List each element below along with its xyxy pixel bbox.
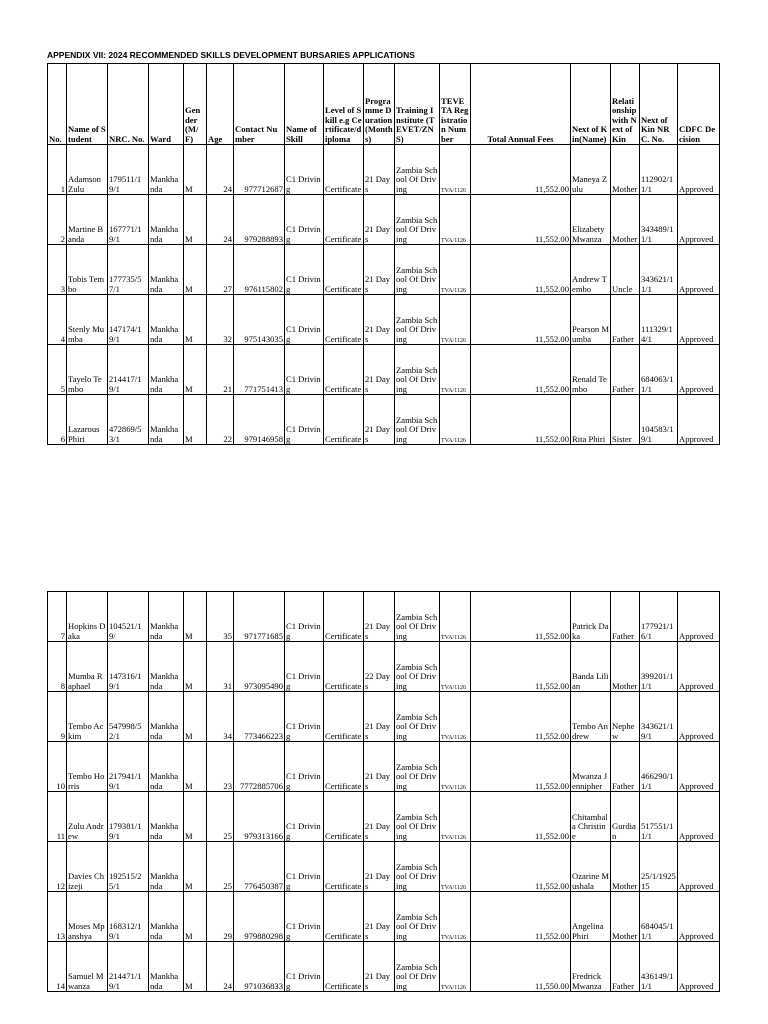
- header-ward: Ward: [149, 64, 184, 145]
- cell-contact: 973095490: [234, 642, 285, 692]
- cell-teveta-reg: TVA/1126: [440, 742, 471, 792]
- cell-contact: 979288893: [234, 195, 285, 245]
- cell-teveta-reg: TVA/1126: [440, 792, 471, 842]
- cell-duration: 21 Days: [364, 395, 395, 445]
- cell-decision: Approved: [678, 592, 720, 642]
- cell-institute: Zambia School Of Driving: [395, 742, 440, 792]
- cell-contact: 979880298: [234, 892, 285, 942]
- cell-decision: Approved: [678, 792, 720, 842]
- table-row: [48, 145, 720, 195]
- cell-skill: C1 Driving: [285, 592, 324, 642]
- cell-age: 29: [207, 892, 234, 942]
- table-row: [48, 742, 720, 792]
- cell-kin-relationship: Father: [611, 295, 640, 345]
- cell-ward: Mankhanda: [149, 295, 184, 345]
- cell-level: Certificate: [324, 195, 364, 245]
- cell-duration: 21 Days: [364, 942, 395, 992]
- cell-level: Certificate: [324, 145, 364, 195]
- cell-skill: C1 Driving: [285, 792, 324, 842]
- cell-level: Certificate: [324, 692, 364, 742]
- cell-decision: Approved: [678, 692, 720, 742]
- cell-decision: Approved: [678, 942, 720, 992]
- cell-teveta-reg: TVA/1126: [440, 395, 471, 445]
- cell-duration: 21 Days: [364, 592, 395, 642]
- cell-decision: Approved: [678, 642, 720, 692]
- cell-level: Certificate: [324, 395, 364, 445]
- cell-kin-name: Banda Lilian: [571, 642, 611, 692]
- cell-contact: 971036833: [234, 942, 285, 992]
- cell-age: 24: [207, 145, 234, 195]
- cell-contact: 771751413: [234, 345, 285, 395]
- header-kin-relationship: Relationship with Next of Kin: [611, 64, 640, 145]
- cell-decision: Approved: [678, 245, 720, 295]
- cell-skill: C1 Driving: [285, 742, 324, 792]
- cell-duration: 21 Days: [364, 892, 395, 942]
- cell-nrc: 472869/53/1: [108, 395, 149, 445]
- cell-ward: Mankhanda: [149, 942, 184, 992]
- cell-kin-relationship: Father: [611, 742, 640, 792]
- table-row: [48, 892, 720, 942]
- cell-fees: 11,552.00: [471, 245, 571, 295]
- cell-kin-relationship: Mother: [611, 892, 640, 942]
- cell-student-name: Mumba Raphael: [67, 642, 108, 692]
- header-kin-nrc: Next of Kin NRC. No.: [640, 64, 678, 145]
- cell-duration: 21 Days: [364, 195, 395, 245]
- header-gender: Gender (M/F): [184, 64, 207, 145]
- cell-kin-relationship: Father: [611, 345, 640, 395]
- cell-decision: Approved: [678, 295, 720, 345]
- table-row: [48, 245, 720, 295]
- cell-fees: 11,552.00: [471, 592, 571, 642]
- cell-kin-relationship: Sister: [611, 395, 640, 445]
- cell-duration: 21 Days: [364, 145, 395, 195]
- header-fees: Total Annual Fees: [471, 64, 571, 145]
- cell-fees: 11,552.00: [471, 295, 571, 345]
- table-row: [48, 642, 720, 692]
- cell-gender: M: [184, 842, 207, 892]
- header-decision: CDFC Decision: [678, 64, 720, 145]
- cell-kin-nrc: 517551/11/1: [640, 792, 678, 842]
- cell-institute: Zambia School Of Driving: [395, 692, 440, 742]
- cell-student-name: Moses Mpanshya: [67, 892, 108, 942]
- header-age: Age: [207, 64, 234, 145]
- cell-teveta-reg: TVA/1126: [440, 295, 471, 345]
- cell-level: Certificate: [324, 742, 364, 792]
- cell-nrc: 547998/52/1: [108, 692, 149, 742]
- cell-contact: 776450387: [234, 842, 285, 892]
- cell-teveta-reg: TVA/1126: [440, 195, 471, 245]
- cell-student-name: Stenly Mumba: [67, 295, 108, 345]
- cell-level: Certificate: [324, 245, 364, 295]
- cell-institute: Zambia School Of Driving: [395, 145, 440, 195]
- cell-ward: Mankhanda: [149, 742, 184, 792]
- cell-age: 35: [207, 592, 234, 642]
- cell-kin-nrc: 112902/11/1: [640, 145, 678, 195]
- cell-decision: Approved: [678, 395, 720, 445]
- cell-nrc: 179381/19/1: [108, 792, 149, 842]
- table-row: [48, 295, 720, 345]
- cell-duration: 21 Days: [364, 245, 395, 295]
- header-kin-name: Next of Kin(Name): [571, 64, 611, 145]
- cell-gender: M: [184, 692, 207, 742]
- header-level: Level of Skill e.g Certificate/diploma: [324, 64, 364, 145]
- cell-teveta-reg: TVA/1126: [440, 942, 471, 992]
- cell-kin-nrc: 466290/11/1: [640, 742, 678, 792]
- cell-kin-name: Elizabety Mwanza: [571, 195, 611, 245]
- cell-fees: 11,552.00: [471, 395, 571, 445]
- cell-duration: 21 Days: [364, 842, 395, 892]
- cell-kin-relationship: Uncle: [611, 245, 640, 295]
- cell-level: Certificate: [324, 842, 364, 892]
- cell-gender: M: [184, 345, 207, 395]
- cell-kin-relationship: Gurdian: [611, 792, 640, 842]
- cell-no: 3: [48, 245, 67, 295]
- cell-duration: 21 Days: [364, 295, 395, 345]
- cell-decision: Approved: [678, 145, 720, 195]
- cell-contact: 977712687: [234, 145, 285, 195]
- cell-gender: M: [184, 145, 207, 195]
- cell-age: 22: [207, 395, 234, 445]
- cell-ward: Mankhanda: [149, 345, 184, 395]
- cell-student-name: Tembo Ackim: [67, 692, 108, 742]
- cell-kin-relationship: Mother: [611, 195, 640, 245]
- cell-gender: M: [184, 792, 207, 842]
- cell-kin-name: Andrew Tembo: [571, 245, 611, 295]
- cell-teveta-reg: TVA/1126: [440, 892, 471, 942]
- header-teveta-reg: TEVETA Registration Number: [440, 64, 471, 145]
- cell-duration: 21 Days: [364, 792, 395, 842]
- cell-level: Certificate: [324, 345, 364, 395]
- cell-ward: Mankhanda: [149, 642, 184, 692]
- bursary-table-page-1: [47, 63, 720, 445]
- cell-no: 11: [48, 792, 67, 842]
- cell-teveta-reg: TVA/1126: [440, 692, 471, 742]
- cell-decision: Approved: [678, 345, 720, 395]
- cell-age: 34: [207, 692, 234, 742]
- cell-age: 24: [207, 942, 234, 992]
- cell-student-name: Zulu Andrew: [67, 792, 108, 842]
- cell-teveta-reg: TVA/1126: [440, 842, 471, 892]
- cell-student-name: Adamson Zulu: [67, 145, 108, 195]
- cell-kin-name: Pearson Mumba: [571, 295, 611, 345]
- cell-gender: M: [184, 642, 207, 692]
- cell-teveta-reg: TVA/1126: [440, 145, 471, 195]
- cell-decision: Approved: [678, 742, 720, 792]
- cell-contact: 773466223: [234, 692, 285, 742]
- cell-ward: Mankhanda: [149, 395, 184, 445]
- cell-nrc: 147174/19/1: [108, 295, 149, 345]
- table-row: [48, 842, 720, 892]
- cell-kin-nrc: 343621/11/1: [640, 245, 678, 295]
- cell-kin-relationship: Mother: [611, 145, 640, 195]
- cell-decision: Approved: [678, 842, 720, 892]
- cell-student-name: Martine Banda: [67, 195, 108, 245]
- cell-institute: Zambia School Of Driving: [395, 592, 440, 642]
- cell-skill: C1 Driving: [285, 295, 324, 345]
- cell-gender: M: [184, 295, 207, 345]
- cell-age: 25: [207, 792, 234, 842]
- cell-skill: C1 Driving: [285, 345, 324, 395]
- cell-decision: Approved: [678, 195, 720, 245]
- cell-contact: 976115802: [234, 245, 285, 295]
- cell-institute: Zambia School Of Driving: [395, 245, 440, 295]
- header-institute: Training Institute (TEVET/ZNS): [395, 64, 440, 145]
- cell-no: 7: [48, 592, 67, 642]
- cell-level: Certificate: [324, 942, 364, 992]
- cell-kin-nrc: 684063/11/1: [640, 345, 678, 395]
- cell-kin-relationship: Mother: [611, 842, 640, 892]
- cell-nrc: 104521/19/: [108, 592, 149, 642]
- cell-institute: Zambia School Of Driving: [395, 345, 440, 395]
- cell-institute: Zambia School Of Driving: [395, 642, 440, 692]
- cell-ward: Mankhanda: [149, 792, 184, 842]
- cell-ward: Mankhanda: [149, 842, 184, 892]
- table-row: [48, 592, 720, 642]
- cell-skill: C1 Driving: [285, 842, 324, 892]
- cell-ward: Mankhanda: [149, 195, 184, 245]
- cell-level: Certificate: [324, 892, 364, 942]
- cell-kin-nrc: 25/1/192515: [640, 842, 678, 892]
- cell-level: Certificate: [324, 592, 364, 642]
- cell-student-name: Tayelo Tembo: [67, 345, 108, 395]
- cell-gender: M: [184, 395, 207, 445]
- cell-no: 4: [48, 295, 67, 345]
- cell-duration: 21 Days: [364, 742, 395, 792]
- cell-contact: 979313166: [234, 792, 285, 842]
- header-row: [48, 64, 720, 145]
- header-student-name: Name of Student: [67, 64, 108, 145]
- cell-kin-nrc: 684045/11/1: [640, 892, 678, 942]
- cell-fees: 11,552.00: [471, 792, 571, 842]
- cell-no: 1: [48, 145, 67, 195]
- cell-no: 2: [48, 195, 67, 245]
- cell-fees: 11,552.00: [471, 195, 571, 245]
- cell-kin-relationship: Nephew: [611, 692, 640, 742]
- cell-skill: C1 Driving: [285, 942, 324, 992]
- cell-institute: Zambia School Of Driving: [395, 792, 440, 842]
- cell-ward: Mankhanda: [149, 245, 184, 295]
- cell-no: 9: [48, 692, 67, 742]
- cell-kin-nrc: 104583/19/1: [640, 395, 678, 445]
- cell-no: 13: [48, 892, 67, 942]
- cell-student-name: Samuel Mwanza: [67, 942, 108, 992]
- cell-nrc: 168312/19/1: [108, 892, 149, 942]
- cell-institute: Zambia School Of Driving: [395, 842, 440, 892]
- cell-institute: Zambia School Of Driving: [395, 395, 440, 445]
- cell-fees: 11,552.00: [471, 842, 571, 892]
- cell-kin-name: Rita Phiri: [571, 395, 611, 445]
- cell-kin-nrc: 343621/19/1: [640, 692, 678, 742]
- cell-institute: Zambia School Of Driving: [395, 942, 440, 992]
- cell-nrc: 147316/19/1: [108, 642, 149, 692]
- cell-age: 21: [207, 345, 234, 395]
- cell-age: 32: [207, 295, 234, 345]
- cell-age: 23: [207, 742, 234, 792]
- cell-fees: 11,552.00: [471, 692, 571, 742]
- cell-fees: 11,550.00: [471, 942, 571, 992]
- cell-kin-name: Angelina Phiri: [571, 892, 611, 942]
- cell-kin-name: Patrick Daka: [571, 592, 611, 642]
- cell-skill: C1 Driving: [285, 245, 324, 295]
- cell-no: 5: [48, 345, 67, 395]
- cell-no: 10: [48, 742, 67, 792]
- cell-ward: Mankhanda: [149, 592, 184, 642]
- bursary-table-page-2: [47, 591, 720, 992]
- cell-nrc: 217941/19/1: [108, 742, 149, 792]
- cell-gender: M: [184, 892, 207, 942]
- cell-duration: 21 Days: [364, 345, 395, 395]
- cell-no: 14: [48, 942, 67, 992]
- cell-kin-nrc: 111329/14/1: [640, 295, 678, 345]
- cell-student-name: Tobis Tembo: [67, 245, 108, 295]
- cell-nrc: 177735/57/1: [108, 245, 149, 295]
- cell-contact: 975143035: [234, 295, 285, 345]
- cell-age: 27: [207, 245, 234, 295]
- cell-contact: 971771685: [234, 592, 285, 642]
- cell-kin-nrc: 399201/11/1: [640, 642, 678, 692]
- cell-ward: Mankhanda: [149, 892, 184, 942]
- cell-teveta-reg: TVA/1126: [440, 345, 471, 395]
- cell-contact: 979146958: [234, 395, 285, 445]
- cell-age: 31: [207, 642, 234, 692]
- table-row: [48, 942, 720, 992]
- cell-kin-name: Renald Tembo: [571, 345, 611, 395]
- table-row: [48, 345, 720, 395]
- header-nrc: NRC. No.: [108, 64, 149, 145]
- cell-skill: C1 Driving: [285, 642, 324, 692]
- cell-kin-nrc: 177921/16/1: [640, 592, 678, 642]
- header-skill: Name of Skill: [285, 64, 324, 145]
- cell-age: 24: [207, 195, 234, 245]
- cell-ward: Mankhanda: [149, 145, 184, 195]
- cell-skill: C1 Driving: [285, 145, 324, 195]
- cell-kin-name: Fredrick Mwanza: [571, 942, 611, 992]
- cell-duration: 22 Days: [364, 642, 395, 692]
- cell-skill: C1 Driving: [285, 892, 324, 942]
- cell-gender: M: [184, 245, 207, 295]
- cell-ward: Mankhanda: [149, 692, 184, 742]
- cell-nrc: 214471/19/1: [108, 942, 149, 992]
- cell-nrc: 192515/25/1: [108, 842, 149, 892]
- cell-age: 25: [207, 842, 234, 892]
- cell-level: Certificate: [324, 295, 364, 345]
- cell-no: 12: [48, 842, 67, 892]
- cell-student-name: Lazarous Phiri: [67, 395, 108, 445]
- cell-kin-nrc: 343489/11/1: [640, 195, 678, 245]
- cell-kin-nrc: 436149/11/1: [640, 942, 678, 992]
- cell-skill: C1 Driving: [285, 692, 324, 742]
- cell-duration: 21 Days: [364, 692, 395, 742]
- table-row: [48, 792, 720, 842]
- cell-institute: Zambia School Of Driving: [395, 195, 440, 245]
- cell-gender: M: [184, 742, 207, 792]
- cell-teveta-reg: TVA/1126: [440, 642, 471, 692]
- header-contact: Contact Number: [234, 64, 285, 145]
- table-row: [48, 395, 720, 445]
- cell-level: Certificate: [324, 642, 364, 692]
- cell-teveta-reg: TVA/1126: [440, 592, 471, 642]
- cell-student-name: Hopkins Daka: [67, 592, 108, 642]
- cell-kin-name: Ozarine Mushala: [571, 842, 611, 892]
- cell-fees: 11,552.00: [471, 892, 571, 942]
- cell-nrc: 179511/19/1: [108, 145, 149, 195]
- cell-institute: Zambia School Of Driving: [395, 295, 440, 345]
- cell-fees: 11,552.00: [471, 345, 571, 395]
- cell-teveta-reg: TVA/1126: [440, 245, 471, 295]
- cell-gender: M: [184, 942, 207, 992]
- table-row: [48, 692, 720, 742]
- cell-fees: 11,552.00: [471, 642, 571, 692]
- cell-fees: 11,552.00: [471, 145, 571, 195]
- appendix-title: APPENDIX VII: 2024 RECOMMENDED SKILLS DEVELOPMENT BURSARIES APPLICATIONS: [47, 50, 415, 60]
- cell-kin-relationship: Father: [611, 942, 640, 992]
- cell-institute: Zambia School Of Driving: [395, 892, 440, 942]
- cell-skill: C1 Driving: [285, 395, 324, 445]
- cell-skill: C1 Driving: [285, 195, 324, 245]
- cell-kin-name: Chitambala Christine: [571, 792, 611, 842]
- cell-student-name: Davies Chizeji: [67, 842, 108, 892]
- cell-gender: M: [184, 592, 207, 642]
- header-no: No.: [48, 64, 67, 145]
- cell-no: 6: [48, 395, 67, 445]
- cell-nrc: 167771/19/1: [108, 195, 149, 245]
- table-row: [48, 195, 720, 245]
- cell-student-name: Tembo Horris: [67, 742, 108, 792]
- cell-nrc: 214417/19/1: [108, 345, 149, 395]
- cell-kin-relationship: Mother: [611, 642, 640, 692]
- cell-fees: 11,552.00: [471, 742, 571, 792]
- cell-level: Certificate: [324, 792, 364, 842]
- cell-gender: M: [184, 195, 207, 245]
- cell-kin-name: Tembo Andrew: [571, 692, 611, 742]
- cell-contact: 7772885706: [234, 742, 285, 792]
- cell-kin-relationship: Father: [611, 592, 640, 642]
- cell-kin-name: Mwanza Jennipher: [571, 742, 611, 792]
- cell-kin-name: Maneya Zulu: [571, 145, 611, 195]
- cell-decision: Approved: [678, 892, 720, 942]
- header-duration: Programme Duration (Months): [364, 64, 395, 145]
- cell-no: 8: [48, 642, 67, 692]
